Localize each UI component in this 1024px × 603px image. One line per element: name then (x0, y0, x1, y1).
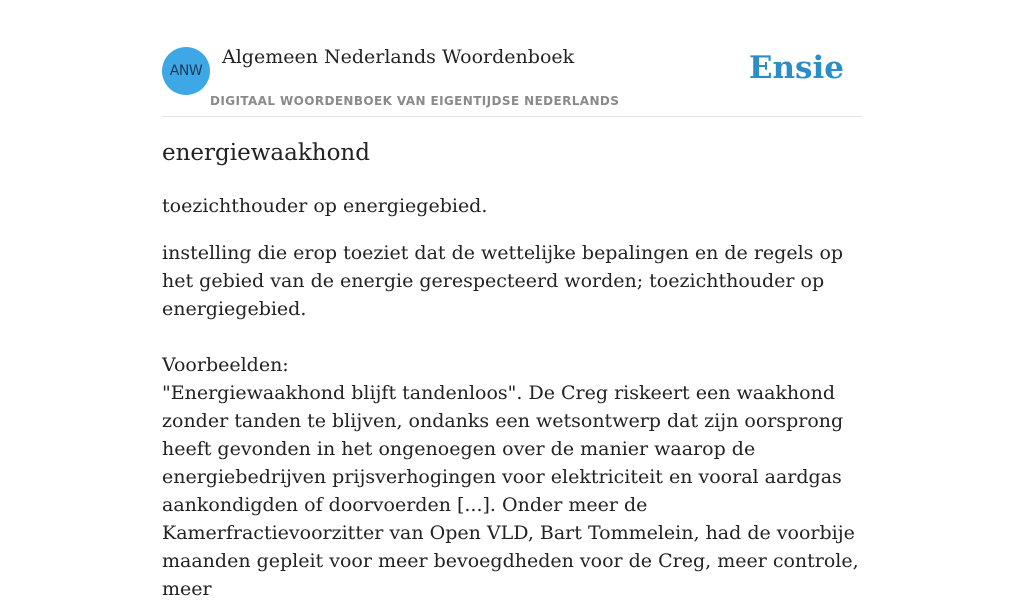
definition-text: instelling die erop toeziet dat de wettelijke bepalingen en de regels op het gebied van de energie gerespecteerd worden; toezichthouder op energiegebied. (162, 242, 844, 320)
examples-label: Voorbeelden: (162, 354, 289, 376)
ensie-brand-logo[interactable]: Ensie (748, 50, 844, 86)
site-header (162, 0, 862, 117)
entry-body (162, 239, 864, 603)
site-subtitle: DIGITAAL WOORDENBOEK VAN EIGENTIJDSE NEDERLANDS (210, 94, 620, 108)
short-definition: toezichthouder op energiegebied. (162, 195, 488, 217)
anw-logo[interactable] (162, 47, 210, 95)
logo-text: ANW (169, 63, 203, 79)
example-text: "Energiewaakhond blijft tandenloos". De Creg riskeert een waakhond zonder tanden te blijven, ondanks een wetsontwerp dat zijn oorsprong heeft gevonden in het ongenoegen over de manier waarop de energiebedrijven prijsverhogingen voor elektriciteit en vooral aardgas aankondigden of doorvoerden [...]. Onder meer de Kamerfractievoorzitter van Open VLD, Bart Tommelein, had de voorbije maanden gepleit voor meer bevoegdheden voor de Creg, meer controle, meer (162, 382, 859, 600)
site-title[interactable]: Algemeen Nederlands Woordenboek (222, 46, 575, 68)
spacer (162, 323, 864, 351)
page (162, 0, 862, 600)
headword: energiewaakhond (162, 140, 370, 166)
